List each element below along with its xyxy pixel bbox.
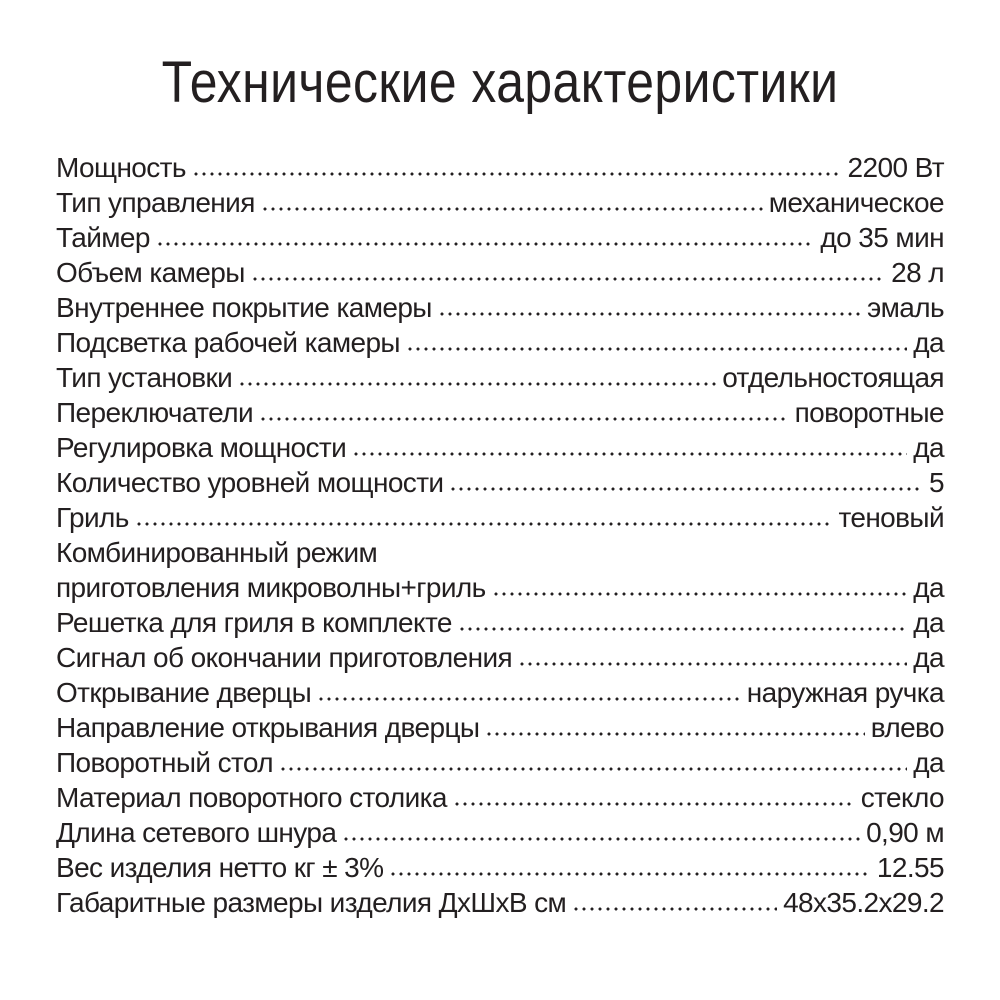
spec-row	[56, 325, 944, 360]
dot-leader	[389, 872, 870, 876]
spec-value: теновый	[838, 502, 944, 533]
dot-leader	[449, 487, 923, 491]
spec-row	[56, 570, 944, 605]
spec-row	[56, 395, 944, 430]
spec-value: да	[913, 607, 944, 638]
spec-value: влево	[870, 712, 944, 743]
spec-row	[56, 815, 944, 850]
spec-row-heading	[56, 535, 944, 570]
dot-leader	[317, 697, 741, 701]
spec-row	[56, 185, 944, 220]
dot-leader	[192, 172, 842, 176]
spec-value: отдельностоящая	[722, 362, 944, 393]
dot-leader	[485, 732, 864, 736]
spec-row	[56, 850, 944, 885]
spec-label: Длина сетевого шнура	[56, 817, 337, 848]
spec-value: эмаль	[866, 292, 944, 323]
spec-value: наружная ручка	[746, 677, 944, 708]
spec-label: Поворотный стол	[56, 747, 273, 778]
spec-value: механическое	[768, 187, 944, 218]
spec-value: поворотные	[794, 397, 944, 428]
spec-row	[56, 605, 944, 640]
spec-value: до 35 мин	[820, 222, 944, 253]
dot-leader	[135, 522, 833, 526]
dot-leader	[259, 417, 789, 421]
spec-value: 0,90 м	[866, 817, 944, 848]
dot-leader	[406, 347, 907, 351]
spec-row	[56, 430, 944, 465]
dot-leader	[572, 907, 777, 911]
spec-value: 5	[929, 467, 944, 498]
spec-label: Материал поворотного столика	[56, 782, 447, 813]
dot-leader	[342, 837, 860, 841]
spec-row	[56, 220, 944, 255]
spec-label: Тип управления	[56, 187, 255, 218]
dot-leader	[352, 452, 907, 456]
spec-label: приготовления микроволны+гриль	[56, 572, 486, 603]
spec-label: Регулировка мощности	[56, 432, 347, 463]
spec-label: Вес изделия нетто кг ± 3%	[56, 852, 384, 883]
spec-label: Габаритные размеры изделия ДхШхВ см	[56, 887, 567, 918]
spec-label: Объем камеры	[56, 257, 245, 288]
spec-label: Решетка для гриля в комплекте	[56, 607, 452, 638]
dot-leader	[156, 242, 815, 246]
spec-label: Гриль	[56, 502, 129, 533]
dot-leader	[458, 627, 907, 631]
dot-leader	[492, 592, 908, 596]
dot-leader	[438, 312, 861, 316]
dot-leader	[261, 207, 763, 211]
spec-row	[56, 745, 944, 780]
dot-leader	[238, 382, 716, 386]
dot-leader	[279, 767, 907, 771]
spec-value: да	[913, 642, 944, 673]
spec-label: Тип установки	[56, 362, 233, 393]
spec-value: 12.55	[876, 852, 944, 883]
spec-label: Переключатели	[56, 397, 254, 428]
dot-leader	[518, 662, 907, 666]
spec-value: 28 л	[891, 257, 944, 288]
spec-row	[56, 640, 944, 675]
spec-value: да	[913, 572, 944, 603]
spec-list	[56, 150, 944, 920]
spec-row	[56, 150, 944, 185]
spec-label: Количество уровней мощности	[56, 467, 444, 498]
spec-label: Подсветка рабочей камеры	[56, 327, 400, 358]
spec-value: да	[913, 432, 944, 463]
spec-row	[56, 675, 944, 710]
spec-value: 2200 Вт	[847, 152, 944, 183]
spec-value: стекло	[860, 782, 944, 813]
spec-value: 48x35.2x29.2	[783, 887, 944, 918]
dot-leader	[251, 277, 885, 281]
spec-row	[56, 290, 944, 325]
spec-label: Внутреннее покрытие камеры	[56, 292, 432, 323]
spec-label: Таймер	[56, 222, 150, 253]
spec-row	[56, 885, 944, 920]
spec-row	[56, 780, 944, 815]
spec-label: Открывание дверцы	[56, 677, 312, 708]
spec-label: Комбинированный режим	[56, 537, 378, 568]
spec-label: Сигнал об окончании приготовления	[56, 642, 513, 673]
spec-label: Мощность	[56, 152, 186, 183]
spec-row	[56, 465, 944, 500]
spec-row	[56, 710, 944, 745]
spec-value: да	[913, 747, 944, 778]
spec-label: Направление открывания дверцы	[56, 712, 480, 743]
spec-row	[56, 500, 944, 535]
spec-row	[56, 255, 944, 290]
spec-value: да	[913, 327, 944, 358]
spec-row	[56, 360, 944, 395]
page-title: Технические характеристики	[161, 50, 839, 115]
dot-leader	[453, 802, 855, 806]
